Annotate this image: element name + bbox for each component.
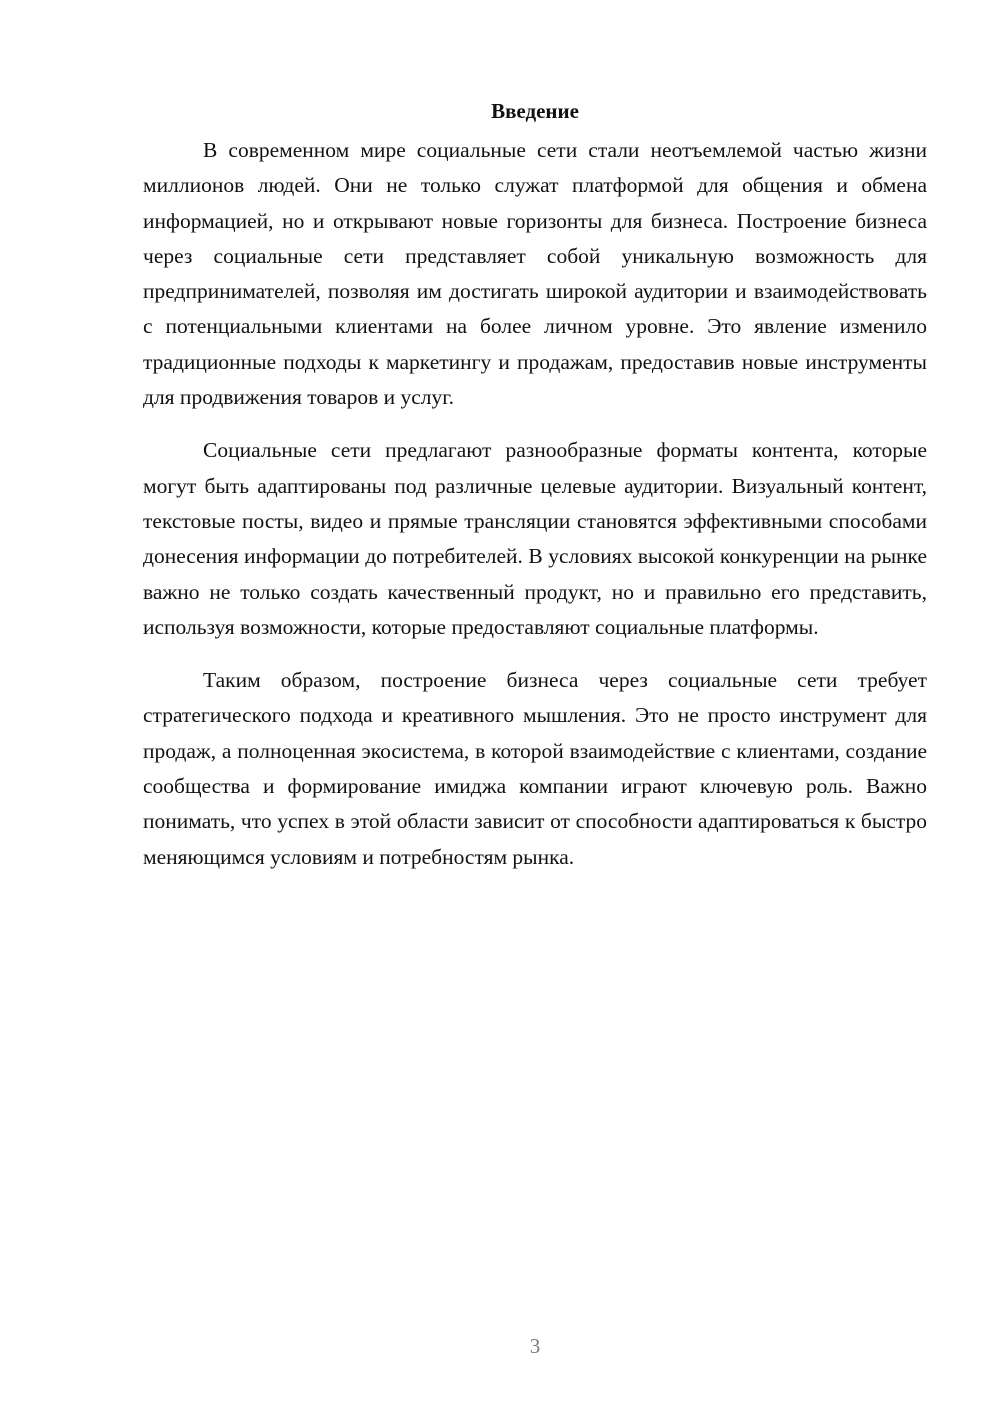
document-body bbox=[143, 94, 927, 893]
page-number: 3 bbox=[529, 1334, 541, 1358]
paragraph-1: В современном мире социальные сети стали неотъемлемой частью жизни миллионов людей. Они не только служат платформой для общения и обмена информацией, но и открывают новые горизонты для бизнеса. Построение бизнеса через социальные сети представляет собой уникальную возможность для предпринимателей, позволяя им достигать широкой аудитории и взаимодействовать с потенциальными клиентами на более личном уровне. Это явление изменило традиционные подходы к маркетингу и продажам, предоставив новые инструменты для продвижения товаров и услуг. bbox=[143, 138, 927, 410]
section-title: Введение bbox=[491, 99, 579, 123]
paragraph-3: Таким образом, построение бизнеса через социальные сети требует стратегического подхода и креативного мышления. Это не просто инструмент для продаж, а полноценная экосистема, в которой взаимодействие с клиентами, создание сообщества и формирование имиджа компании играют ключевую роль. Важно понимать, что успех в этой области зависит от способности адаптироваться к быстро меняющимся условиям и потребностям рынка. bbox=[143, 668, 927, 869]
paragraph-2: Социальные сети предлагают разнообразные форматы контента, которые могут быть адаптированы под различные целевые аудитории. Визуальный контент, текстовые посты, видео и прямые трансляции становятся эффективными способами донесения информации до потребителей. В условиях высокой конкуренции на рынке важно не только создать качественный продукт, но и правильно его представить, используя возможности, которые предоставляют социальные платформы. bbox=[143, 438, 927, 639]
